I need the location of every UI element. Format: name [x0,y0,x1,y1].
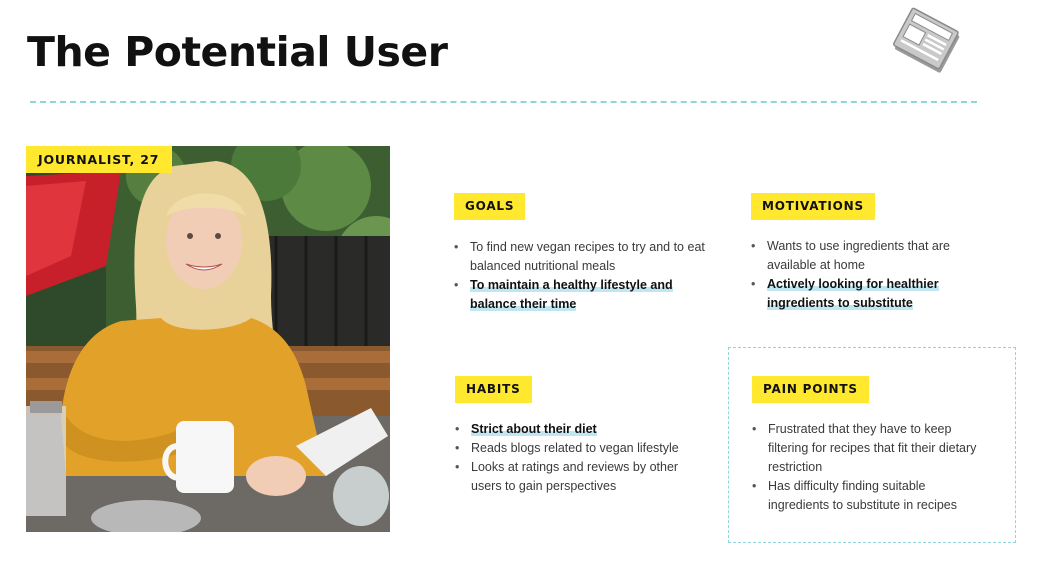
habits-list [455,420,705,496]
goals-heading: GOALS [454,193,525,220]
page-title: The Potential User [27,28,448,76]
list-item: • Reads blogs related to vegan lifestyle [455,439,705,458]
list-item: • Actively looking for healthier ingredients to substitute [751,275,981,313]
list-item: • Looks at ratings and reviews by other users to gain perspectives [455,458,705,496]
list-item: • To maintain a healthy lifestyle and balance their time [454,276,709,314]
list-item: • Wants to use ingredients that are available at home [751,237,981,275]
list-item: • Has difficulty finding suitable ingredients to substitute in recipes [752,477,977,515]
persona-label: JOURNALIST, 27 [26,146,172,173]
goals-list [454,238,709,314]
list-item: • Strict about their diet [455,420,705,439]
header-divider [30,101,977,103]
habits-heading: HABITS [455,376,532,403]
pain-points-list [752,420,977,515]
motivations-list [751,237,981,313]
persona-photo [26,146,390,532]
motivations-heading: MOTIVATIONS [751,193,875,220]
pain-points-heading: PAIN POINTS [752,376,869,403]
newspaper-icon [888,6,968,80]
list-item: • Frustrated that they have to keep filtering for recipes that fit their dietary restriction [752,420,977,477]
list-item: • To find new vegan recipes to try and to eat balanced nutritional meals [454,238,709,276]
